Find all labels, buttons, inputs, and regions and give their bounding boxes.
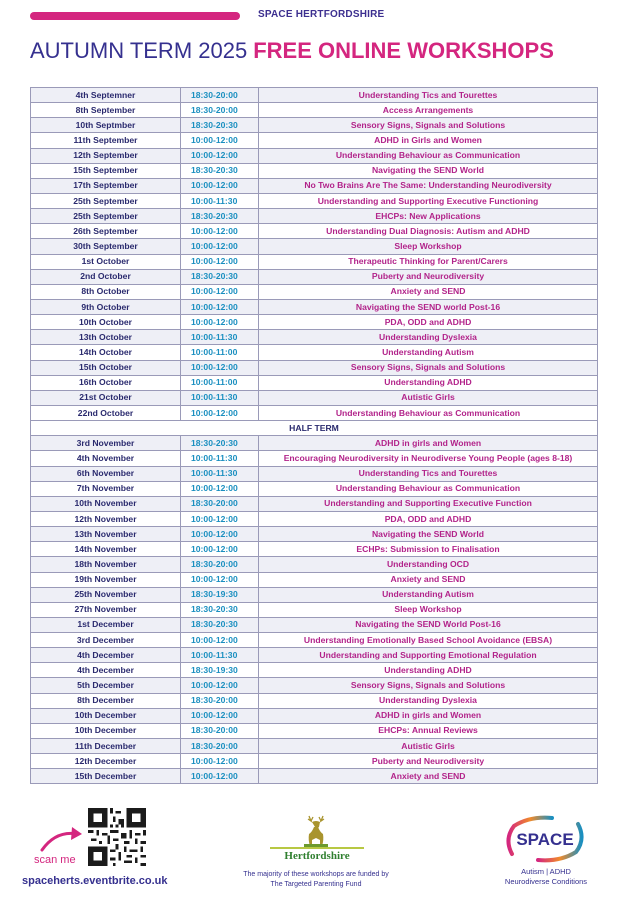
table-row <box>31 209 598 224</box>
table-row <box>31 224 598 239</box>
term-title: AUTUMN TERM 2025 <box>30 38 248 63</box>
table-row <box>31 103 598 118</box>
table-row <box>31 330 598 345</box>
table-row <box>31 88 598 103</box>
workshop-date: 8th December <box>31 693 181 708</box>
workshop-time: 10:00-12:00 <box>181 511 259 526</box>
workshop-title: Understanding Behaviour as Communication <box>259 405 598 420</box>
workshop-title: Understanding ADHD <box>259 375 598 390</box>
space-tagline-2: Neurodiverse Conditions <box>504 877 588 886</box>
hart-deer-crest-icon <box>300 814 332 848</box>
table-row <box>31 345 598 360</box>
workshop-date: 12th December <box>31 754 181 769</box>
workshop-date: 2nd October <box>31 269 181 284</box>
table-row <box>31 193 598 208</box>
workshop-time: 10:00-11:30 <box>181 648 259 663</box>
workshop-date: 1st October <box>31 254 181 269</box>
workshop-time: 10:00-12:00 <box>181 148 259 163</box>
table-row <box>31 527 598 542</box>
workshop-time: 18:30-19:30 <box>181 663 259 678</box>
workshop-time: 10:00-12:00 <box>181 315 259 330</box>
workshop-title: Sensory Signs, Signals and Solutions <box>259 360 598 375</box>
workshop-time: 10:00-12:00 <box>181 708 259 723</box>
workshop-title: ADHD in Girls and Women <box>259 133 598 148</box>
table-row <box>31 587 598 602</box>
workshop-date: 12th September <box>31 148 181 163</box>
workshop-title: Understanding Autism <box>259 345 598 360</box>
half-term-row <box>31 421 598 436</box>
workshop-date: 4th December <box>31 648 181 663</box>
workshop-title: Puberty and Neurodiversity <box>259 754 598 769</box>
table-row <box>31 466 598 481</box>
workshop-time: 18:30-20:00 <box>181 496 259 511</box>
workshops-title: FREE ONLINE WORKSHOPS <box>253 38 554 63</box>
table-row <box>31 511 598 526</box>
workshop-date: 22nd October <box>31 405 181 420</box>
table-row <box>31 648 598 663</box>
table-row <box>31 496 598 511</box>
scan-me-label: scan me <box>34 854 76 866</box>
workshop-time: 10:00-12:00 <box>181 633 259 648</box>
council-name: Hertfordshire <box>284 850 350 862</box>
table-row <box>31 239 598 254</box>
workshop-date: 10th December <box>31 708 181 723</box>
arrow-icon <box>38 824 88 854</box>
workshop-date: 10th December <box>31 723 181 738</box>
workshop-title: Autistic Girls <box>259 390 598 405</box>
workshop-title: PDA, ODD and ADHD <box>259 511 598 526</box>
workshop-date: 9th October <box>31 299 181 314</box>
table-row <box>31 405 598 420</box>
table-row <box>31 451 598 466</box>
workshop-date: 10th October <box>31 315 181 330</box>
workshop-time: 18:30-20:30 <box>181 118 259 133</box>
workshop-title: Sleep Workshop <box>259 602 598 617</box>
website-link[interactable]: spaceherts.eventbrite.co.uk <box>22 875 168 887</box>
workshop-time: 18:30-20:00 <box>181 693 259 708</box>
workshop-date: 21st October <box>31 390 181 405</box>
workshop-time: 10:00-12:00 <box>181 405 259 420</box>
workshop-time: 18:30-20:00 <box>181 739 259 754</box>
workshop-time: 10:00-12:00 <box>181 481 259 496</box>
workshop-date: 4th December <box>31 663 181 678</box>
table-row <box>31 542 598 557</box>
workshop-date: 5th December <box>31 678 181 693</box>
workshop-date: 17th September <box>31 178 181 193</box>
table-row <box>31 557 598 572</box>
space-logo-icon <box>500 814 590 864</box>
table-row <box>31 178 598 193</box>
table-row <box>31 133 598 148</box>
workshop-title: Anxiety and SEND <box>259 572 598 587</box>
workshop-title: Autistic Girls <box>259 739 598 754</box>
space-logo-text: SPACE <box>516 830 574 849</box>
workshop-title: Understanding Tics and Tourettes <box>259 88 598 103</box>
workshop-title: Sensory Signs, Signals and Solutions <box>259 118 598 133</box>
footer <box>0 800 622 898</box>
workshop-time: 10:00-12:00 <box>181 572 259 587</box>
workshop-title: Navigating the SEND world Post-16 <box>259 299 598 314</box>
table-row <box>31 269 598 284</box>
workshop-date: 14th October <box>31 345 181 360</box>
workshop-time: 10:00-12:00 <box>181 254 259 269</box>
workshop-time: 10:00-11:00 <box>181 375 259 390</box>
workshop-date: 15th December <box>31 769 181 784</box>
workshop-date: 26th September <box>31 224 181 239</box>
workshop-time: 10:00-12:00 <box>181 769 259 784</box>
workshop-title: Understanding and Supporting Executive Function <box>259 496 598 511</box>
workshop-time: 10:00-12:00 <box>181 678 259 693</box>
workshop-title: Understanding Tics and Tourettes <box>259 466 598 481</box>
workshop-time: 18:30-20:30 <box>181 209 259 224</box>
workshop-title: Understanding Autism <box>259 587 598 602</box>
workshop-date: 10th November <box>31 496 181 511</box>
workshop-title: Understanding and Supporting Emotional Regulation <box>259 648 598 663</box>
workshop-date: 4th November <box>31 451 181 466</box>
workshop-title: Anxiety and SEND <box>259 284 598 299</box>
workshop-time: 18:30-20:00 <box>181 103 259 118</box>
table-row <box>31 390 598 405</box>
workshop-title: PDA, ODD and ADHD <box>259 315 598 330</box>
table-row <box>31 678 598 693</box>
workshop-date: 4th Septemner <box>31 88 181 103</box>
workshop-date: 13th November <box>31 527 181 542</box>
workshop-date: 12th November <box>31 511 181 526</box>
table-row <box>31 693 598 708</box>
table-row <box>31 315 598 330</box>
workshop-time: 18:30-20:30 <box>181 436 259 451</box>
qr-code-icon[interactable] <box>88 808 146 866</box>
workshop-time: 10:00-12:00 <box>181 754 259 769</box>
workshop-time: 10:00-12:00 <box>181 527 259 542</box>
table-row <box>31 633 598 648</box>
space-tagline <box>496 867 596 887</box>
workshop-date: 25th September <box>31 209 181 224</box>
workshop-time: 18:30-20:30 <box>181 602 259 617</box>
workshop-date: 16th October <box>31 375 181 390</box>
workshop-title: Access Arrangements <box>259 103 598 118</box>
workshop-date: 25th September <box>31 193 181 208</box>
workshop-title: Understanding and Supporting Executive Functioning <box>259 193 598 208</box>
workshop-title: Navigating the SEND World <box>259 163 598 178</box>
workshop-title: ECHPs: Submission to Finalisation <box>259 542 598 557</box>
table-row <box>31 481 598 496</box>
workshop-date: 25th November <box>31 587 181 602</box>
workshop-date: 3rd November <box>31 436 181 451</box>
table-row <box>31 723 598 738</box>
table-row <box>31 708 598 723</box>
workshop-date: 19th November <box>31 572 181 587</box>
table-row <box>31 360 598 375</box>
table-row <box>31 375 598 390</box>
table-row <box>31 254 598 269</box>
workshop-date: 11th September <box>31 133 181 148</box>
workshop-title: Understanding Dual Diagnosis: Autism and ADHD <box>259 224 598 239</box>
table-row <box>31 572 598 587</box>
workshop-title: Understanding Dyslexia <box>259 693 598 708</box>
workshop-title: Sensory Signs, Signals and Solutions <box>259 678 598 693</box>
workshop-date: 15th October <box>31 360 181 375</box>
workshop-time: 10:00-12:00 <box>181 360 259 375</box>
workshop-time: 10:00-12:00 <box>181 133 259 148</box>
workshop-time: 10:00-11:30 <box>181 466 259 481</box>
funding-line-1: The majority of these workshops are funded by <box>243 871 389 878</box>
table-row <box>31 602 598 617</box>
workshop-title: EHCPs: Annual Reviews <box>259 723 598 738</box>
workshop-title: Sleep Workshop <box>259 239 598 254</box>
workshop-time: 10:00-12:00 <box>181 284 259 299</box>
workshop-title: Understanding ADHD <box>259 663 598 678</box>
workshop-date: 13th October <box>31 330 181 345</box>
workshop-date: 3rd December <box>31 633 181 648</box>
half-term-label: HALF TERM <box>31 421 598 436</box>
workshop-time: 18:30-20:30 <box>181 617 259 632</box>
workshop-date: 27th November <box>31 602 181 617</box>
workshop-time: 18:30-20:00 <box>181 557 259 572</box>
workshop-date: 30th September <box>31 239 181 254</box>
workshop-title: Understanding Behaviour as Communication <box>259 148 598 163</box>
funding-line-2: The Targeted Parenting Fund <box>270 881 362 888</box>
workshop-title: Understanding Emotionally Based School Avoidance (EBSA) <box>259 633 598 648</box>
table-row <box>31 769 598 784</box>
workshop-time: 10:00-12:00 <box>181 178 259 193</box>
workshop-date: 14th November <box>31 542 181 557</box>
table-row <box>31 663 598 678</box>
workshop-time: 10:00-12:00 <box>181 239 259 254</box>
workshop-time: 10:00-11:30 <box>181 451 259 466</box>
workshop-date: 10th Septmber <box>31 118 181 133</box>
table-row <box>31 754 598 769</box>
workshop-date: 7th November <box>31 481 181 496</box>
workshop-time: 10:00-11:30 <box>181 390 259 405</box>
workshop-date: 11th December <box>31 739 181 754</box>
workshop-time: 18:30-20:00 <box>181 723 259 738</box>
table-row <box>31 299 598 314</box>
workshop-schedule-table <box>30 87 598 784</box>
workshop-title: Understanding Dyslexia <box>259 330 598 345</box>
table-row <box>31 617 598 632</box>
space-tagline-1: Autism | ADHD <box>521 867 571 876</box>
workshop-date: 1st December <box>31 617 181 632</box>
workshop-title: Understanding OCD <box>259 557 598 572</box>
workshop-time: 10:00-12:00 <box>181 299 259 314</box>
workshop-date: 6th November <box>31 466 181 481</box>
workshop-title: ADHD in girls and Women <box>259 436 598 451</box>
workshop-title: No Two Brains Are The Same: Understanding Neurodiversity <box>259 178 598 193</box>
workshop-time: 18:30-20:30 <box>181 163 259 178</box>
workshop-title: ADHD in girls and Women <box>259 708 598 723</box>
workshop-date: 15th September <box>31 163 181 178</box>
header-accent-bar <box>30 12 240 20</box>
workshop-title: Navigating the SEND World <box>259 527 598 542</box>
table-row <box>31 436 598 451</box>
org-name: SPACE HERTFORDSHIRE <box>258 9 385 20</box>
table-row <box>31 118 598 133</box>
workshop-time: 18:30-20:30 <box>181 269 259 284</box>
page-title <box>30 38 600 64</box>
table-row <box>31 284 598 299</box>
schedule-body <box>31 88 598 784</box>
workshop-title: Navigating the SEND World Post-16 <box>259 617 598 632</box>
table-row <box>31 739 598 754</box>
workshop-time: 10:00-11:30 <box>181 193 259 208</box>
workshop-date: 18th November <box>31 557 181 572</box>
workshop-title: EHCPs: New Applications <box>259 209 598 224</box>
workshop-time: 10:00-12:00 <box>181 224 259 239</box>
workshop-time: 10:00-11:30 <box>181 330 259 345</box>
workshop-title: Puberty and Neurodiversity <box>259 269 598 284</box>
workshop-time: 10:00-11:00 <box>181 345 259 360</box>
workshop-title: Encouraging Neurodiversity in Neurodiverse Young People (ages 8-18) <box>259 451 598 466</box>
workshop-time: 10:00-12:00 <box>181 542 259 557</box>
council-underline <box>270 847 364 849</box>
workshop-time: 18:30-19:30 <box>181 587 259 602</box>
workshop-title: Therapeutic Thinking for Parent/Carers <box>259 254 598 269</box>
workshop-time: 18:30-20:00 <box>181 88 259 103</box>
table-row <box>31 148 598 163</box>
workshop-date: 8th September <box>31 103 181 118</box>
workshop-date: 8th October <box>31 284 181 299</box>
table-row <box>31 163 598 178</box>
workshop-title: Understanding Behaviour as Communication <box>259 481 598 496</box>
funding-note <box>218 870 414 890</box>
workshop-title: Anxiety and SEND <box>259 769 598 784</box>
